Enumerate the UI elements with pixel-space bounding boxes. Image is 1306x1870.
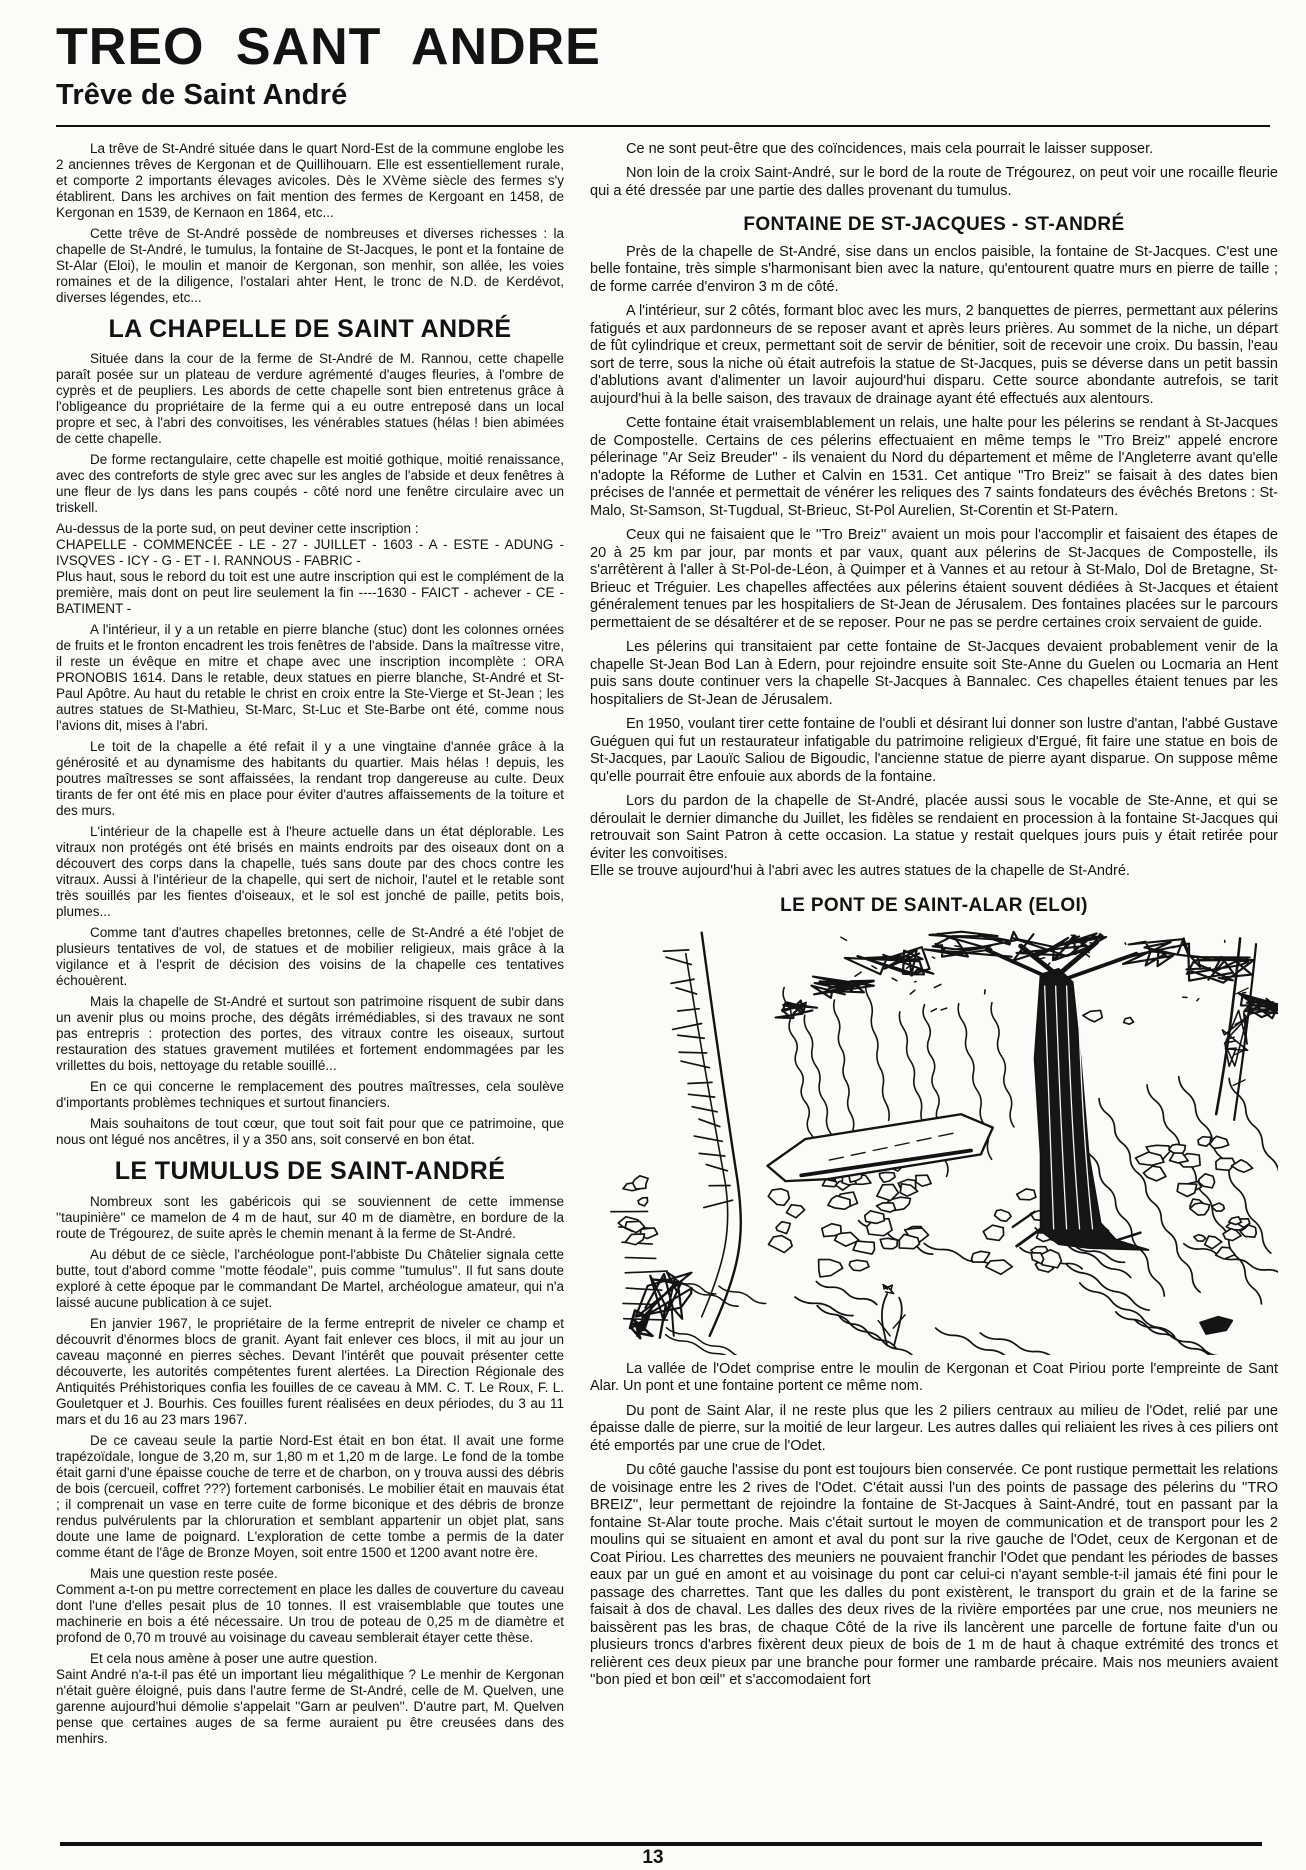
paragraph: Mais une question reste posée. (90, 1565, 278, 1581)
paragraph: Ceux qui ne faisaient que le ''Tro Breiz'' avaient un mois pour l'accomplir et faisaient des étapes de 20 à 25 km par jour, par monts et par vaux, quant aux pélerins de St-Jacques de Compostelle, ils s'arrêtèrent à l'aller à St-Pol-de-Léon, à Quimper et à Vannes et au retour à St-Malo, Dol de Bretagne, St-Brieuc et Tréguier. Les chapelles affectées aux pélerins étaient souvent dédiées à St-Jacques et étaient généralement tenues par les hospitaliers de St-Jean de Jérusalem. Des fontaines placées sur le parcours permettaient de se désaltérer et de se reposer. Pour ne pas se perdre certaines croix servaient de guide. (590, 527, 1278, 631)
masthead (0, 0, 1306, 112)
bridge-illustration (590, 925, 1278, 1355)
paragraph: Comment a-t-on pu mettre correctement en place les dalles de couverture du caveau dont l'une d'elles pesait plus de 10 tonnes. Il est vraisemblable que toutes une machinerie en bois a été nécessaire. Un trou de poteau de 0,25 m de diamètre et profond de 0,70 m trouvé au voisinage du caveau semblerait étayer cette thèse. (56, 1581, 565, 1645)
paragraph: Cette trêve de St-André possède de nombreuses et diverses richesses : la chapelle de St-André, le tumulus, la fontaine de St-Jacques, le pont et la fontaine de St-Alar (Eloi), le moulin et manoir de Kergonan, son menhir, son allée, les voies romaines et de la diligence, l'ostalari ahter Hent, le tronc de N.D. de Kerdévot, diverses légendes, etc... (56, 225, 564, 305)
heading-fontaine: FONTAINE DE ST-JACQUES - ST-ANDRÉ (743, 214, 1125, 236)
heading-pont: LE PONT DE SAINT-ALAR (ELOI) (780, 894, 1088, 916)
paragraph: Elle se trouve aujourd'hui à l'abri avec les autres statues de la chapelle de St-André. (590, 863, 1130, 880)
page-title: TREO SANT ANDRE (56, 18, 601, 76)
paragraph: Située dans la cour de la ferme de St-André de M. Rannou, cette chapelle paraît posée sur un plateau de verdure agrémenté d'auges fleuries, à l'ombre de cyprès et de peupliers. Les abords de cette chapelle sont bien entretenus grâce à l'obligeance du propriétaire de la ferme qui a eu outre entreposé dans un local propre et sec, à l'abri des convoitises, les vénérables statues (hélas ! bien abimées de cette chapelle. (56, 351, 564, 447)
paragraph: Mais la chapelle de St-André et surtout son patrimoine risquent de subir dans un avenir plus ou moins proche, des dégâts irrémédiables, si des travaux ne sont pas entrepris : protection des portes, des vitraux contre les oiseaux, surtout restauration des statues gravement mutilées et fortement endommagées par les vrillettes du bois, nettoyage du retable souillé... (56, 994, 564, 1074)
paragraph: Ce ne sont peut-être que des coïncidences, mais cela pourrait le laisser supposer. (626, 140, 1154, 157)
paragraph: A l'intérieur, sur 2 côtés, formant bloc avec les murs, 2 banquettes de pierres, permettant aux pélerins fatigués et aux pardonneurs de se reposer avant et après leurs prières. Au sommet de la niche, un départ de fût cylindrique et creux, permettant soit de servir de bénitier, soit de recevoir une croix. Du bassin, l'eau sort de terre, sous la niche où était autrefois la statue de St-Jacques, puis se déverse dans un petit bassin d'ablutions avant d'alimenter un lavoir aujourd'hui disparu. Cette source abondante autrefois, se tarit aujourd'hui à la belle saison, des travaux de drainage ayant été effectués aux alentours. (590, 303, 1278, 407)
paragraph: La trêve de St-André située dans le quart Nord-Est de la commune englobe les 2 anciennes trêves de Kergonan et de Quillihouarn. Elle est essentiellement rurale, et comporte 2 importants élevages avicoles. Dès le XVème siècle des fermes s'y établirent. Dans les archives on fait mention des fermes de Kergoant en 1458, de Kergonan en 1539, de Kernaon en 1864, etc... (56, 140, 564, 220)
inscription-line: Plus haut, sous le rebord du toit est une autre inscription qui est le complément de la première, mais dont on peut lire seulement la fin ----1630 - FAICT - achever - CE - BATIMENT - (56, 569, 564, 617)
heading-chapelle: LA CHAPELLE DE SAINT ANDRÉ (108, 314, 512, 343)
paragraph: L'intérieur de la chapelle est à l'heure actuelle dans un état déplorable. Les vitraux non protégés ont été brisés en maints endroits par des oiseaux dont on a découvert des corps dans la chapelle, tués sans doute par des chocs contre les vitraux. Aussi à l'intérieur de la chapelle, qui sert de nichoir, l'autel et le retable sont très souillés par les fientes d'oiseaux, et le sol est jonché de paille, petits bois, plumes... (56, 824, 564, 920)
paragraph: Cette fontaine était vraisemblablement un relais, une halte pour les pélerins se rendant à St-Jacques de Compostelle. Certains de ces pélerins effectuaient en même temps le ''Tro Breiz'' appelé encrore pélerinage ''Ar Seiz Breuder'' - ils venaient du Nord du département et même de l'Angleterre avant qu'elle n'adopte la Réforme de Luther et Calvin en 1531. Cet antique ''Tro Breiz'' se faisait à des dates bien précises de l'année et permettait de vénérer les reliques des 7 saints fondateurs des évêchés Bretons : St-Malo, St-Samson, St-Tugdual, St-Brieuc, St-Pol Aurelien, St-Corentin et St-Patern. (590, 415, 1278, 519)
right-column (590, 141, 1278, 1697)
bridge-sketch (590, 925, 1278, 1355)
left-column (56, 141, 564, 1752)
paragraph: Nombreux sont les gabéricois qui se souviennent de cette immense ''taupinière'' ce mamelon de 4 m de haut, sur 40 m de diamètre, en bordure de la route de Trégourez, de suite après le chemin menant à la ferme de St-André. (56, 1193, 564, 1241)
paragraph: Du pont de Saint Alar, il ne reste plus que les 2 piliers centraux au milieu de l'Odet, relié par une épaisse dalle de pierre, sur la moitié de leur largeur. Les autres dalles qui reliaient les rives à ces piliers ont été emportés par une crue de l'Odet. (590, 1402, 1278, 1454)
page-number: 13 (642, 1847, 664, 1868)
heading-tumulus: LE TUMULUS DE SAINT-ANDRÉ (114, 1157, 506, 1186)
paragraph: Saint André n'a-t-il pas été un important lieu mégalithique ? Le menhir de Kergonan n'était guère éloigné, puis dans l'autre ferme de St-André, celle de M. Quelven, une garenne aujourd'hui démolie s'appelait ''Garn ar peulven''. D'autre part, M. Quelven pense que certaines auges de sa ferme auraient pu être creusées dans des menhirs. (56, 1666, 564, 1746)
paragraph: Près de la chapelle de St-André, sise dans un enclos paisible, la fontaine de St-Jacques. C'est une belle fontaine, très simple s'harmonisant bien avec la nature, qu'entourent quatre murs en pierre de taille ; de forme carrée d'environ 3 m de côté. (590, 243, 1278, 295)
page-subtitle: Trêve de Saint André (56, 78, 348, 111)
paragraph: Au-dessus de la porte sud, on peut deviner cette inscription : (56, 521, 419, 537)
paragraph: Du côté gauche l'assise du pont est toujours bien conservée. Ce pont rustique permettait les relations de voisinage entre les 2 rives de l'Odet. C'était aussi l'un des points de passage des pélerins du ''TRO BREIZ'', leur permettant de rejoindre la fontaine de St-Jacques à Saint-André, tout en passant par la fontaine St-Alar toute proche. Mais c'était surtout le moyen de communication et de transport pour les 2 moulins qui se situaient en amont et aval du pont sur la rive gauche de l'Odet, ceux de Kergonan et de Coat Piriou. Les charrettes des meuniers ne pouvaient franchir l'Odet que pendant les périodes de basses eaux par un gué en amont et au voisinage du pont car celui-ci n'ayant semble-t-il jamais été fini pour le passage des charrettes. Tant que les dalles du pont existèrent, le transport du grain et de la farine se faisait à dos de chaval. Les dalles des deux rives de la rivière emportées par une crue, nos meuniers ne baissèrent pas les bras, de chaque Côté de la rive ils lancèrent une parcelle de fortune faite d'un ou plusieurs troncs d'arbres fixèrent deux pieux de bois de 1 m de haut à chaque extrémité des troncs et relièrent ces deux pieux par une branche pour former une rambarde précaire. Mais nos meuniers avaient ''bon pied et bon œil'' et s'accomodaient fort (590, 1462, 1278, 1689)
inscription-line: CHAPELLE - COMMENCÉE - LE - 27 - JUILLET - 1603 - A - ESTE - ADUNG - IVSQVES - ICY - G - ET - I. RANNOUS - FABRIC - (56, 537, 564, 569)
paragraph: Le toit de la chapelle a été refait il y a une vingtaine d'année grâce à la générosité et au dynamisme des habitants du quartier. Mais hélas ! depuis, les poutres maîtresses se sont affaissées, la rendant trop dangereuse au culte. Deux tirants de fer ont été mis en place pour éviter d'autres affaissements de la toiture et des murs. (56, 739, 564, 819)
paragraph: Comme tant d'autres chapelles bretonnes, celle de St-André a été l'objet de plusieurs tentatives de vol, de statues et de mobilier religieux, mais grâce à la vigilance et à l'esprit de décision des voisins de la chapelle ces tentatives échouèrent. (56, 925, 564, 989)
paragraph: En janvier 1967, le propriétaire de la ferme entreprit de niveler ce champ et découvrit d'énormes blocs de granit. Ayant fait enlever ces blocs, il mit au jour un caveau maçonné en pierres sèches. Devant l'intérêt que pouvait présenter cette découverte, les autorités compétentes furent alertées. La Direction Régionale des Antiquités Préhistoriques confia les fouilles de ce caveau à MM. C. T. Le Roux, F. L. Gouletquer et J. Bourhis. Ces fouilles furent réalisées en deux périodes, du 3 au 11 mars et du 16 au 23 mars 1967. (56, 1315, 564, 1427)
paragraph: Lors du pardon de la chapelle de St-André, placée aussi sous le vocable de Ste-Anne, et qui se déroulait le dernier dimanche du Juillet, les fidèles se rendaient en procession à la fontaine St-Jacques qui retrouvait son Saint Patron à cette occasion. La statue y restait quelques jours puis y était retirée pour éviter les convoitises. (590, 793, 1278, 862)
paragraph: De forme rectangulaire, cette chapelle est moitié gothique, moitié renaissance, avec des contreforts de style grec avec sur les angles de l'abside et deux fenêtres à une fleur de lys dans les pans coupés - côté nord une fenêtre circulaire avec un triskell. (56, 452, 564, 516)
paragraph: En ce qui concerne le remplacement des poutres maîtresses, cela soulève d'importants problèmes techniques et surtout financiers. (56, 1079, 564, 1111)
paragraph: En 1950, voulant tirer cette fontaine de l'oubli et désirant lui donner son lustre d'antan, l'abbé Gustave Guéguen qui fut un restaurateur infatigable du patrimoine religieux d'Ergué, fit faire une statue en bois de St-Jacques, par Laouïc Saliou de Bigoudic, l'ancienne statue de pierre ayant disparue. On suppose même qu'elle pourrait être enfouie aux abords de la fontaine. (590, 716, 1278, 785)
paragraph: Au début de ce siècle, l'archéologue pont-l'abbiste Du Châtelier signala cette butte, tout d'abord comme ''motte féodale'', puis comme ''tumulus''. Il fut sans doute exploré à cette époque par le commandant De Martel, archéologue amateur, qui n'a laissé aucune publication à ce sujet. (56, 1246, 564, 1310)
paragraph: A l'intérieur, il y a un retable en pierre blanche (stuc) dont les colonnes ornées de fruits et le fronton encadrent les trois fenêtres de l'abside. Dans la maîtresse vitre, il reste un évêque en mitre et chape avec une inscription incomplète : ORA PRONOBIS 1614. Dans le retable, deux statues en pierre blanche, St-André et St-Paul Apôtre. Au haut du retable le christ en croix entre la Ste-Vierge et St-Jean ; les autres statues de St-Mathieu, St-Marc, St-Luc et Ste-Barbe ont été, comme nous l'avions dit, mises à l'abri. (56, 622, 564, 734)
paragraph: Non loin de la croix Saint-André, sur le bord de la route de Trégourez, on peut voir une rocaille fleurie qui a été dressée par une partie des dalles provenant du tumulus. (590, 165, 1278, 199)
paragraph: Les pélerins qui transitaient par cette fontaine de St-Jacques devaient probablement venir de la chapelle St-Jean Bod Lan à Edern, pour rejoindre ensuite soit Ste-Anne du Guelen ou Locmaria an Hent puis sans doute continuer vers la chapelle St-Jacques à Bannalec. Ces chapelles étaient tenues par les hospitaliers de St-Jean de Jérusalem. (590, 639, 1278, 708)
paragraph: Mais souhaitons de tout cœur, que tout soit fait pour que ce patrimoine, que nous ont légué nos ancêtres, il y a 350 ans, soit conservé en bon état. (56, 1116, 564, 1148)
paragraph: La vallée de l'Odet comprise entre le moulin de Kergonan et Coat Piriou porte l'empreinte de Sant Alar. Un pont et une fontaine portent ce même nom. (590, 1360, 1278, 1395)
two-column-body (0, 127, 1306, 1752)
paragraph: Et cela nous amène à poser une autre question. (90, 1650, 378, 1666)
paragraph: De ce caveau seule la partie Nord-Est était en bon état. Il avait une forme trapézoïdale, longue de 3,20 m, sur 1,80 m et 1,20 m de large. Le fond de la tombe était garni d'une épaisse couche de terre et de charbon, on y trouva aussi des débris de bois (cercueil, coffret ???) fortement carbonisés. Le mobilier était en mauvais état ; il comprenait un vase en terre cuite de forme biconique et des débris de bronze rendus pulvérulents par la chloruration et semblant appartenir un objet plat, sans doute une lame de poignard. L'exploration de cette tombe a permis de la dater comme étant de l'âge de Bronze Moyen, soit entre 1500 et 1200 avant notre ère. (56, 1432, 564, 1560)
footer-rule (60, 1842, 1262, 1846)
